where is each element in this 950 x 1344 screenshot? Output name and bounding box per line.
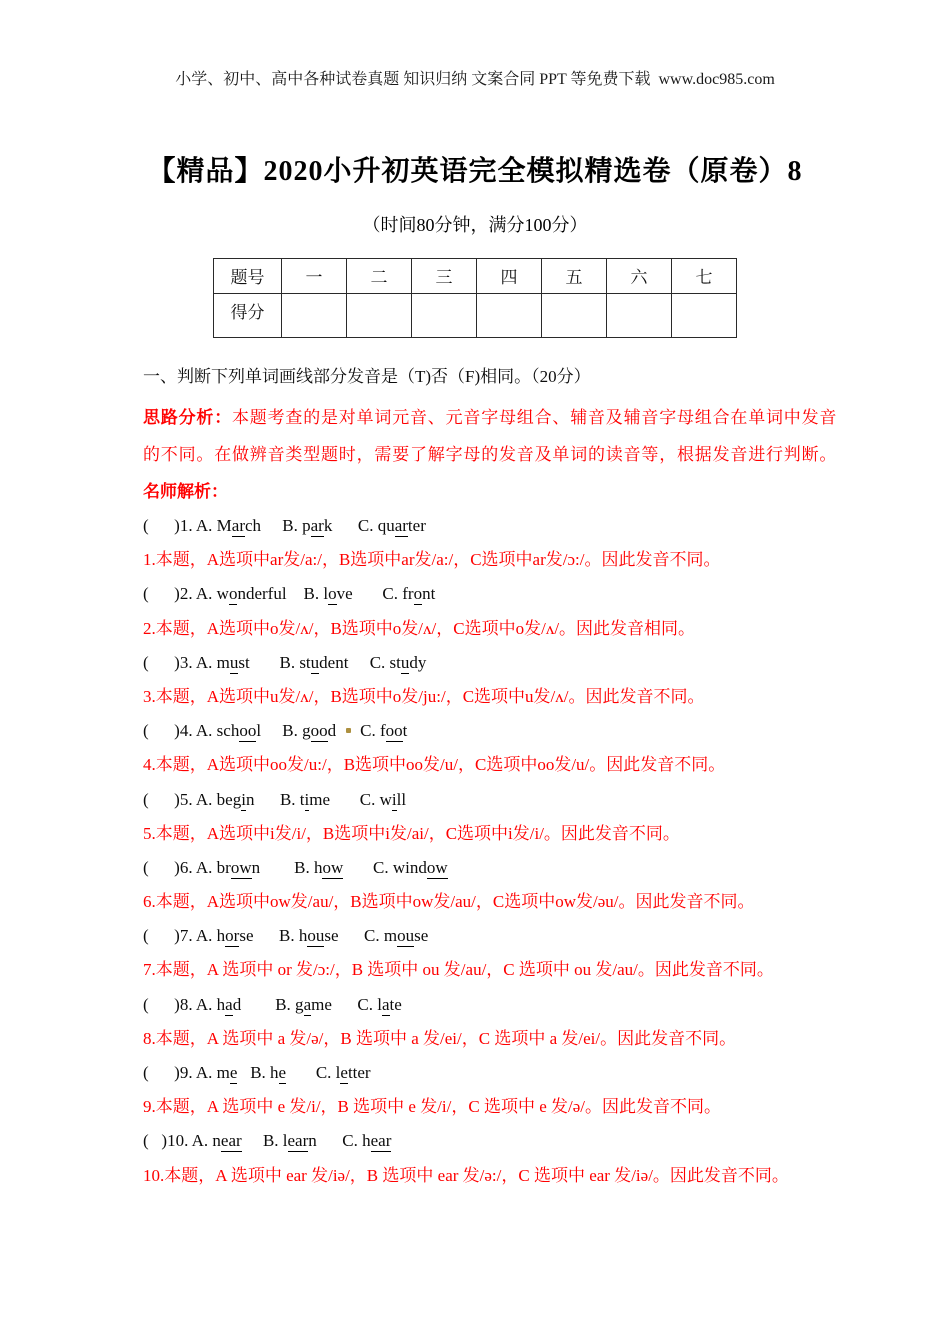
- score-table-col-3: 三: [412, 259, 477, 294]
- answer-line: 6.本题，A选项中ow发/au/，B选项中ow发/au/，C选项中ow发/əu/。因此发音不同。: [143, 892, 755, 912]
- question-text: l B. g: [256, 721, 311, 741]
- underlined-letters: a: [303, 994, 312, 1014]
- underlined-letters: u: [310, 652, 320, 672]
- underlined-letters: i: [241, 789, 246, 809]
- question-text: dy: [409, 652, 427, 672]
- question-line: [143, 1062, 833, 1096]
- question-line: [143, 652, 833, 686]
- underlined-letters: ou: [307, 926, 325, 946]
- question-text: te: [389, 994, 402, 1014]
- question-text: ( )6. A. br: [143, 857, 231, 877]
- question-text: dent C. st: [319, 652, 401, 672]
- underlined-letters: o: [228, 584, 238, 604]
- underlined-letters: a: [381, 994, 390, 1014]
- question-number-row: [214, 259, 737, 294]
- answer-line: 10.本题，A 选项中 ear 发/iə/，B 选项中 ear 发/ə:/，C 选项中 ear 发/iə/。因此发音不同。: [143, 1165, 789, 1185]
- question-line: [143, 1130, 833, 1164]
- underlined-letters: ar: [394, 516, 408, 535]
- underlined-letters: i: [304, 789, 310, 809]
- analysis-line-2: 的不同。在做辨音类型题时，需要了解字母的发音及单词的读音等，根据发音进行判断。: [143, 445, 838, 464]
- teacher-analysis-label: 名师解析：: [143, 482, 228, 501]
- underlined-letters: a: [225, 994, 233, 1014]
- question-line: [143, 857, 833, 891]
- question-text: ( )10. A. n: [143, 1131, 221, 1151]
- question-text: n B. t: [245, 789, 305, 809]
- answer-line: 5.本题，A选项中i发/i/，B选项中i发/ai/，C选项中i发/i/。因此发音不同。: [143, 823, 680, 843]
- question-text: st B. st: [238, 652, 311, 672]
- question-text: ch B. p: [245, 516, 311, 535]
- question-text: ( )7. A. h: [143, 926, 226, 946]
- underlined-letters: ou: [397, 926, 415, 946]
- answer-line: 1.本题，A选项中ar发/a:/，B选项中ar发/a:/，C选项中ar发/ɔ:/。因此发音不同。: [143, 550, 721, 570]
- score-table-col-2: 二: [347, 259, 412, 294]
- underlined-letters: ar: [310, 516, 324, 535]
- score-row-label: 得分: [214, 294, 282, 338]
- underlined-letters: oo: [239, 721, 257, 741]
- answer-line: 7.本题，A 选项中 or 发/ɔ:/，B 选项中 ou 发/au/，C 选项中 ou 发/au/。因此发音不同。: [143, 960, 774, 980]
- analysis-text-1: 本题考查的是对单词元音、元音字母组合、辅音及辅音字母组合在单词中发音: [232, 408, 838, 427]
- answer-line: 2.本题，A选项中o发/ʌ/，B选项中o发/ʌ/，C选项中o发/ʌ/。因此发音相同。: [143, 618, 696, 638]
- site-watermark: 小学、初中、高中各种试卷真题 知识归纳 文案合同 PPT 等免费下载 www.doc985.com: [175, 71, 775, 88]
- question-text: n C. h: [308, 1131, 371, 1151]
- question-text: ( )1. A. M: [143, 516, 232, 535]
- underlined-letters: ar: [231, 516, 245, 535]
- score-cell-2: [347, 294, 412, 338]
- question-text: C. wind: [343, 857, 427, 877]
- score-table-col-4: 四: [477, 259, 542, 294]
- question-text: ve C. fr: [336, 584, 414, 604]
- question-text: nderful B. l: [237, 584, 329, 604]
- stray-dot: [346, 728, 351, 733]
- answer-line: 4.本题，A选项中oo发/u:/，B选项中oo发/u/，C选项中oo发/u/。因此发音不同。: [143, 755, 726, 775]
- question-text: tter: [347, 1063, 371, 1082]
- score-cell-6: [607, 294, 672, 338]
- score-cell-3: [412, 294, 477, 338]
- question-text: me C. l: [311, 994, 382, 1014]
- question-text: C. l: [286, 1063, 341, 1082]
- score-cell-1: [282, 294, 347, 338]
- question-line: [143, 789, 833, 823]
- question-text: B. h: [237, 1063, 279, 1082]
- underlined-letters: e: [340, 1063, 348, 1082]
- exam-time-score-info: （时间80分钟，满分100分）: [362, 215, 588, 235]
- underlined-letters: ow: [426, 857, 448, 877]
- question-text: ( )2. A. w: [143, 584, 229, 604]
- underlined-letters: oo: [385, 721, 403, 741]
- score-cell-7: [672, 294, 737, 338]
- question-text: C. f: [351, 721, 386, 741]
- question-text: se: [414, 926, 429, 946]
- score-table-col-1: 一: [282, 259, 347, 294]
- underlined-letters: ear: [370, 1131, 392, 1151]
- question-line: [143, 994, 833, 1028]
- underlined-letters: u: [229, 652, 239, 672]
- question-text: d B. g: [232, 994, 304, 1014]
- underlined-letters: or: [225, 926, 240, 946]
- question-text: d: [327, 721, 345, 741]
- answer-line: 9.本题，A 选项中 e 发/i/，B 选项中 e 发/i/，C 选项中 e 发/ə/。因此发音不同。: [143, 1097, 721, 1117]
- question-line: [143, 925, 833, 959]
- question-text: ( )5. A. beg: [143, 789, 242, 809]
- analysis-label: 思路分析：: [143, 408, 232, 427]
- score-row: [214, 294, 737, 338]
- score-table: [213, 258, 737, 338]
- section-one: [143, 366, 838, 1199]
- score-table-col-6: 六: [607, 259, 672, 294]
- analysis-line-1: [143, 406, 838, 443]
- underlined-letters: u: [400, 652, 410, 672]
- question-text: ( )9. A. m: [143, 1063, 230, 1082]
- question-text: se B. h: [239, 926, 308, 946]
- underlined-letters: i: [391, 789, 397, 809]
- question-text: k C. qu: [323, 516, 395, 535]
- question-text: t: [402, 721, 408, 741]
- underlined-letters: o: [413, 584, 423, 604]
- questions-list: [143, 515, 833, 1199]
- question-text: ( )3. A. m: [143, 652, 230, 672]
- underlined-letters: e: [229, 1063, 238, 1082]
- question-line: [143, 720, 833, 754]
- question-text: se C. m: [324, 926, 398, 946]
- section-heading: 一、判断下列单词画线部分发音是（T)否（F)相同。（20分）: [143, 367, 591, 386]
- question-line: [143, 515, 833, 549]
- score-table-col-7: 七: [672, 259, 737, 294]
- underlined-letters: ow: [322, 857, 344, 877]
- question-text: ( )8. A. h: [143, 994, 226, 1014]
- answer-line: 3.本题，A选项中u发/ʌ/，B选项中o发/ju:/，C选项中u发/ʌ/。因此发音不同。: [143, 686, 705, 706]
- score-cell-4: [477, 294, 542, 338]
- page-title: 【精品】2020小升初英语完全模拟精选卷（原卷）8: [147, 156, 803, 187]
- score-table-col-5: 五: [542, 259, 607, 294]
- score-table-header-label: 题号: [214, 259, 282, 294]
- underlined-letters: oo: [310, 721, 328, 741]
- question-text: me C. w: [309, 789, 392, 809]
- question-text: B. l: [241, 1131, 288, 1151]
- underlined-letters: e: [278, 1063, 287, 1082]
- question-text: n B. h: [251, 857, 323, 877]
- underlined-letters: ear: [220, 1131, 242, 1151]
- question-line: [143, 583, 833, 617]
- question-text: ter: [407, 516, 426, 535]
- score-cell-5: [542, 294, 607, 338]
- question-text: nt: [422, 584, 436, 604]
- underlined-letters: ow: [230, 857, 252, 877]
- question-text: ( )4. A. sch: [143, 721, 240, 741]
- underlined-letters: o: [328, 584, 337, 604]
- question-text: ll: [396, 789, 407, 809]
- underlined-letters: ear: [287, 1131, 309, 1151]
- answer-line: 8.本题，A 选项中 a 发/ə/，B 选项中 a 发/ei/，C 选项中 a 发/ei/。因此发音不同。: [143, 1028, 737, 1048]
